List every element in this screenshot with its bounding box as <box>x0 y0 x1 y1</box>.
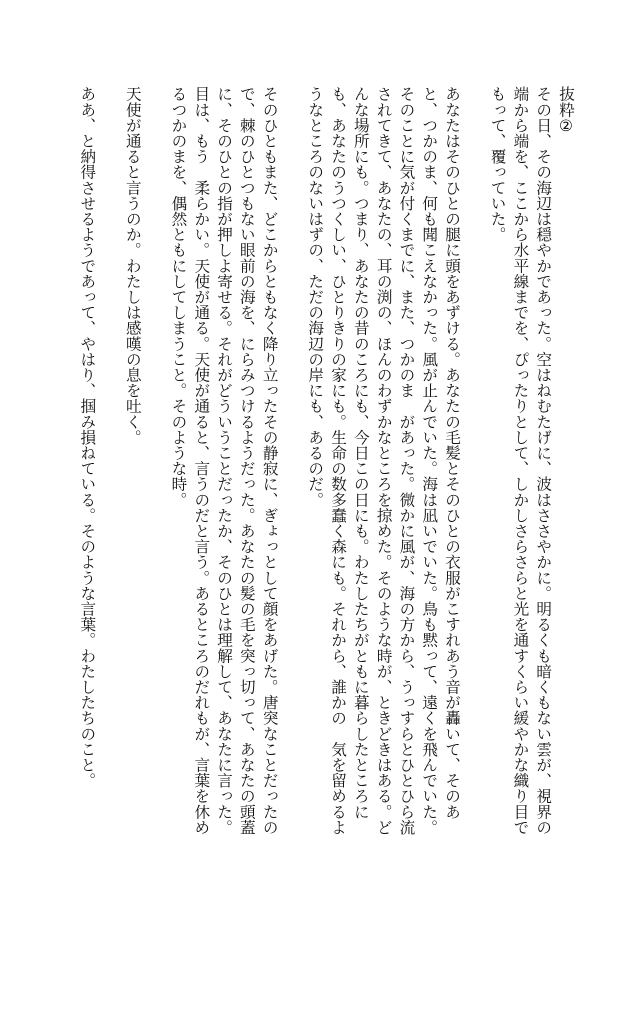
paragraph-2-line-1: あなたはそのひとの腿に頭をあずける。あなたの毛髪とそのひとの衣服がこすれあう音が轟いて、そのあ <box>443 86 462 820</box>
paragraph-3-line-1: そのひともまた、どこからともなく降り立ったその静寂に、ぎょっとして顔をあげた。唐突なことだったの <box>260 86 279 835</box>
paragraph-gap <box>281 86 304 966</box>
paragraph-1-line-2: 端から端を、ここから水平線までを、ぴったりとして、しかしさらさらと光を通すくらい緩やかな織り目で <box>511 86 530 835</box>
paragraph-2-line-2: と、つかのま、何も聞こえなかった。風が止んでいた。海は凪いでいた。鳥も黙って、遠くを飛んでいた。 <box>420 86 439 835</box>
paragraph-2-line-7: うなところのないはずの、ただの海辺の岸にも、あるのだ。 <box>306 86 325 508</box>
paragraph-2-line-6: も、あなたのうつくしい、ひとりきりの家にも。生命の数多蠢く森にも。それから、誰かの 気を留めるよ <box>329 86 348 835</box>
paragraph-5-line-1: ああ、と納得させるようであって、やはり、掴み損ねている。そのような言葉。わたしたちのこと。 <box>78 86 97 788</box>
paragraph-3-line-2: で、棘のひとつもない眼前の海を、にらみつけるようだった。あなたの髪の毛を突っ切って、あなたの頭蓋 <box>237 86 256 835</box>
paragraph-gap <box>463 86 486 966</box>
paragraph-3-line-3: に、そのひとの指が押しよ寄せる。それがどういうことだったか、そのひとは理解して、あなたに言った。 <box>215 86 234 835</box>
paragraph-4-line-1: 天使が通ると言うのか。わたしは感嘆の息を吐く。 <box>123 86 142 445</box>
paragraph-3-line-4: 目は、もう 柔らかい。天使が通る。天使が通ると、言うのだと言う。あるところのだれもが、言葉を休め <box>192 86 211 835</box>
paragraph-1-line-1: その日、その海辺は穏やかであった。空はねむたげに、波はささやかに。明るくも暗くもない雲が、視界の <box>534 86 553 835</box>
paragraph-2-line-3: そのことに気が付くまでに、また、つかのま があった。微かに風が、海の方から、うっすらとひとひら流 <box>397 86 416 835</box>
paragraph-gap <box>98 86 121 966</box>
paragraph-2-line-5: んな場所にも。つまり、あなたの昔のころにも、今日この日にも。わたしたちがともに暮らしたところに <box>351 86 370 820</box>
vertical-text-body <box>56 86 577 966</box>
paragraph-2-line-4: されてきて、あなたの、耳の渕の、ほんのわずかなところを掠めた。そのような時が、ときどきはある。ど <box>374 86 393 835</box>
paragraph-3-line-5: るつかのまを、偶然ともにしてしまうこと。そのような時。 <box>169 86 188 508</box>
paragraph-1-line-3: もって、覆っていた。 <box>488 86 507 242</box>
document-title: 抜粋② <box>557 86 575 136</box>
paragraph-gap <box>144 86 167 966</box>
